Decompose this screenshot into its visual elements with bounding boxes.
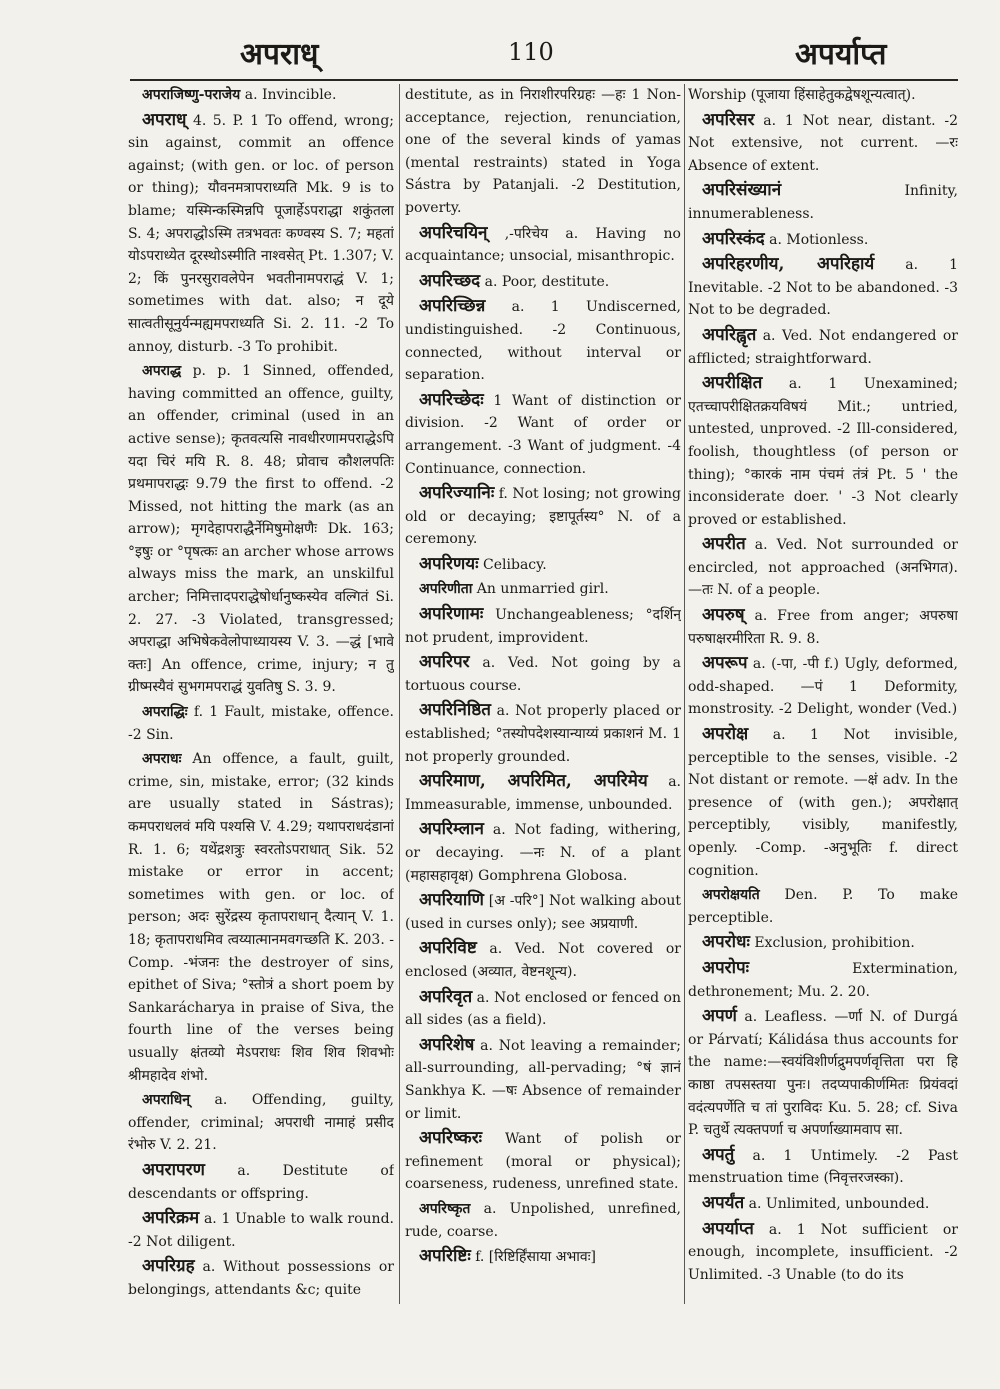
entry-definition: f. 1 Fault, mistake, offence. -2 Sin.	[128, 704, 394, 743]
entry-definition: a. Free from anger; अपरुषा परुषाक्षरमीरिता R. 9. 8.	[688, 608, 958, 647]
entry-definition: a. 1 Not near, distant. -2 Not extensive, not current. —रः Absence of extent.	[688, 112, 958, 174]
entry-headword: अपरीक्षित	[702, 373, 763, 394]
entry-definition: [अ -परि°] Not walking about (used in curses only); see अप्रयाणी.	[405, 893, 681, 932]
entry-definition: a. Ved. Not surrounded or encircled, not approached (अनभिगत). —तः N. of a people.	[688, 537, 958, 599]
entry-definition: a. Offending, guilty, offender, criminal; अपराधी नामाहं प्रसीद रंभोरु V. 2. 21.	[128, 1092, 394, 1154]
entry-headword: अपरिज्यानिः	[419, 483, 495, 504]
dictionary-entry	[405, 389, 681, 480]
entry-definition: a. 1 Not invisible, perceptible to the senses, visible. -2 Not distant or remote. —क्षं adv. In the presence of (with gen.); अपरोक्षात् perceptibly, visibly, manifestly, openly. -Comp. -अनुभूतिः f. direct cognition.	[688, 727, 958, 879]
dictionary-entry	[128, 748, 394, 1087]
dictionary-entry	[688, 604, 958, 650]
entry-definition: a. Destitute of descendants or offspring.	[128, 1162, 394, 1202]
dictionary-entry	[688, 228, 958, 252]
entry-definition: Want of polish or refinement (moral or physical); coarseness, rudeness, unrefined state.	[405, 1131, 681, 1193]
dictionary-entry	[688, 1218, 958, 1287]
entry-definition: a. Not enclosed or fenced on all sides (as a field).	[405, 989, 681, 1029]
dictionary-entry	[128, 360, 394, 699]
entry-definition: a. Not leaving a remainder; all-surrounding, all-pervading; °षं ज्ञानं Sankhya K. —षः Absence of remainder or limit.	[405, 1037, 681, 1122]
dictionary-entry	[405, 1034, 681, 1125]
entry-definition: a. Unlimited, unbounded.	[744, 1195, 930, 1212]
dictionary-entry	[688, 1005, 958, 1142]
entry-definition: An unmarried girl.	[472, 581, 609, 598]
entry-headword: अपरिचयिन्	[419, 222, 488, 243]
entry-headword: अपरिच्छेदः	[419, 389, 484, 410]
entry-headword: अपरिम्लान	[419, 819, 484, 840]
dictionary-entry	[405, 222, 681, 268]
entry-definition: An offence, a fault, guilt, crime, sin, mistake, error; (32 kinds are usually stated in Sástras); कमपराधलवं मयि पश्यसि V. 4.29; यथापराधदंडानां R. 1. 6; यथेंद्रशत्रुः स्वरतोऽपराधात् Sik. 52 mistake or error in accent; sometimes with gen. or loc. of person; अदः सुरेंद्रस्य कृतापराधान् दैत्यान् V. 1. 18; कृतापराधमिव त्वय्यात्मानमवगच्छति K. 203. -Comp. -भंजनः the destroyer of sins, epithet of Siva; °स्तोत्रं a short poem by Sankarácharya in praise of Siva, the fourth line of the verses being usually क्षंतव्यो मेऽपराधः शिव शिव शिवभोः श्रीमहादेव शंभो.	[128, 751, 394, 1084]
dictionary-entry	[688, 372, 958, 531]
dictionary-entry	[688, 652, 958, 721]
entry-definition: Infinity, innumerableness.	[688, 183, 958, 222]
entry-headword: अपराधिन्	[142, 1092, 191, 1109]
entry-definition: 1 Want of distinction or division. -2 Want of order or arrangement. -3 Want of judgment. -4 Continuance, connection.	[405, 392, 681, 477]
entry-definition: 4. 5. P. 1 To offend, wrong; sin against, commit an offence against; (with gen. or loc. of person or thing); यौवनमत्रापराध्यति Mk. 9 is to blame; यस्मिन्कस्मिन्नपि पूजार्हेऽपराद्धा शकुंतला S. 4; अपराद्धोऽस्मि तत्रभवतः कण्वस्य S. 7; महतां योऽपराध्येत दूरस्थोऽस्मीति नाश्वसेत् Pt. 1.307; V. 2; किं पुनरसुरावलेपेन भवतीनामपराद्धं V. 1; sometimes with dat. also; न दूये सात्वतीसूनुर्यन्मह्यमपराध्यति Si. 2. 11. -2 To annoy, disturb. -3 To prohibit.	[128, 112, 394, 355]
entry-definition: destitute, as in निराशीरपरिग्रहः —हः 1 Non-acceptance, rejection, renunciation, one of the several kinds of yamas (mental restraints) stated in Yoga Sástra by Patanjali. -2 Destitution, poverty.	[405, 87, 681, 216]
entry-headword: अपरिष्कृत	[419, 1200, 471, 1217]
column-1	[128, 84, 394, 1374]
dictionary-entry	[688, 723, 958, 882]
entry-definition: a. Poor, destitute.	[480, 273, 610, 290]
entry-headword: अपरिविष्ट	[419, 938, 477, 959]
page-number: 110	[508, 38, 554, 66]
dictionary-entry	[405, 270, 681, 294]
entry-headword: अपर्तु	[702, 1144, 735, 1165]
dictionary-entry	[405, 603, 681, 649]
dictionary-entry	[688, 957, 958, 1003]
entry-definition: a. Ved. Not going by a tortuous course.	[405, 655, 681, 694]
dictionary-entry	[128, 1255, 394, 1301]
entry-definition: a. Invincible.	[240, 87, 337, 103]
entry-headword: अपरिच्छद	[419, 270, 481, 291]
entry-headword: अपराध्	[142, 109, 187, 130]
dictionary-entry	[688, 884, 958, 929]
dictionary-entry	[405, 482, 681, 551]
entry-headword: अपरिष्टिः	[419, 1246, 471, 1267]
entry-definition: Celibacy.	[478, 556, 547, 573]
entry-headword: अपराद्ध	[142, 363, 182, 380]
entry-headword: अपरोक्ष	[702, 724, 749, 745]
entry-headword: अपरूप	[702, 653, 748, 674]
dictionary-entry	[688, 324, 958, 370]
entry-definition: a. Motionless.	[764, 231, 869, 248]
dictionary-entry	[688, 931, 958, 955]
entry-headword: अपराद्धिः	[142, 704, 188, 721]
entry-headword: अपरिष्करः	[419, 1128, 483, 1149]
entry-headword: अपरीत	[702, 534, 746, 555]
entry-definition: a. Not fading, withering, or decaying. —नः N. of a plant (महासहावृक्ष) Gomphrena Globosa.	[405, 822, 681, 884]
entry-headword: अपरिहरणीय, अपरिहार्य	[702, 254, 875, 275]
dictionary-entry	[128, 1159, 394, 1205]
entry-headword: अपराधः	[142, 751, 182, 768]
dictionary-entry	[405, 553, 681, 577]
entry-definition: Extermination, dethronement; Mu. 2. 20.	[688, 960, 958, 1000]
entry-headword: अपरिस्कंद	[702, 228, 765, 249]
entry-headword: अपरोधः	[702, 932, 750, 953]
dictionary-entry	[688, 1144, 958, 1190]
entry-headword: अपराजिष्णु-पराजेय	[142, 87, 241, 103]
entry-definition: Unchangeableness; °दर्शिन् not prudent, improvident.	[405, 607, 681, 646]
entry-headword: अपरिनिष्ठित	[419, 700, 491, 721]
dictionary-entry	[405, 1245, 681, 1269]
entry-definition: Exclusion, prohibition.	[749, 935, 915, 952]
entry-definition: a. 1 Undiscerned, undistinguished. -2 Continuous, connected, without interval or separation.	[405, 299, 681, 384]
dictionary-entry	[688, 253, 958, 322]
dictionary-entry	[688, 1192, 958, 1216]
entry-definition: a. Unpolished, unrefined, rude, coarse.	[405, 1200, 681, 1240]
dictionary-entry	[405, 84, 681, 220]
entry-headword: अपरिसंख्यानं	[702, 180, 782, 201]
dictionary-entry	[405, 986, 681, 1032]
entry-headword: अपरिणयः	[419, 553, 479, 574]
column-divider-2	[684, 84, 685, 1304]
dictionary-entry	[128, 109, 394, 359]
dictionary-entry	[405, 937, 681, 983]
dictionary-entry	[405, 699, 681, 768]
entry-definition: a. 1 Unable to walk round. -2 Not diligent.	[128, 1211, 394, 1250]
entry-headword: अपरुष्	[702, 605, 745, 626]
entry-definition: p. p. 1 Sinned, offended, having committed an offence, guilty, an offender, criminal (used in an active sense); कृतवत्यसि नावधीरणामपराद्धेऽपि यदा चिरं मयि R. 8. 48; प्रोवाच कौशलपतिः प्रथमापराद्धः 9.79 the first to offend. -2 Missed, not hitting the mark (as an arrow); मृगदेहापराद्धैर्नेमिषुमोक्षणैः Dk. 163; °इषुः or °पृषत्कः an archer whose arrows always miss the mark, an unskilful archer; निमित्तादपराद्धेषोर्धानुष्कस्येव वल्गितं Si. 2. 27. -3 Violated, transgressed; अपराद्धा अभिषेकवेलोपाध्यायस्य V. 3. —द्धं [भावे क्तः] An offence, crime, injury; न तु ग्रीष्मस्यैवं सुभगमपराद्धं युवतिषु S. 3. 9.	[128, 363, 394, 696]
dictionary-entry	[405, 1198, 681, 1243]
entry-headword: अपरोक्षयति	[702, 887, 760, 904]
entry-headword: अपरिमाण, अपरिमित, अपरिमेय	[419, 771, 648, 792]
entry-headword: अपर्याप्त	[702, 1218, 754, 1239]
entry-headword: अपरापरण	[142, 1159, 205, 1180]
entry-headword: अपरिशेष	[419, 1034, 475, 1055]
entry-definition: a. (-पा, -पी f.) Ugly, deformed, odd-shaped. —पं 1 Deformity, monstrosity. -2 Delight, wonder (Ved.)	[688, 656, 958, 718]
header-rule	[130, 79, 958, 81]
dictionary-entry	[128, 84, 394, 107]
entry-headword: अपर्ण	[702, 1006, 737, 1027]
entry-headword: अपरिच्छिन्न	[419, 296, 486, 317]
dictionary-entry	[688, 533, 958, 602]
entry-definition: a. Not properly placed or established; °तस्योपदेशस्यान्याय्यं प्रकाशनं M. 1 not properly grounded.	[405, 703, 681, 765]
entry-headword: अपरिवृत	[419, 986, 473, 1007]
page-header	[0, 28, 1000, 78]
entry-headword: अपरिसर	[702, 109, 755, 130]
dictionary-entry	[688, 179, 958, 225]
entry-headword: अपरिपर	[419, 652, 470, 673]
entry-headword: अपरियाणि	[419, 890, 484, 911]
entry-definition: a. Leafless. —र्णा N. of Durgá or Párvatí; Kálidása thus accounts for the name:—स्वयंविशीर्णद्रुमपर्णवृत्तिता परा हि काष्ठा तपसस्तया पुनः। तदप्यपाकीर्णमितः प्रियंवदां वदंत्यपर्णेति च तां पुराविदः Ku. 5. 28; cf. Siva P. चतुर्थे त्यक्तपर्णा च अपर्णाख्यामवाप सा.	[688, 1009, 958, 1139]
entry-headword: अपरिह्वृत	[702, 324, 757, 345]
dictionary-entry	[405, 651, 681, 697]
dictionary-entry	[128, 1089, 394, 1157]
dictionary-entry	[405, 578, 681, 601]
dictionary-entry	[128, 701, 394, 746]
entry-definition: a. Immeasurable, immense, unbounded.	[405, 774, 681, 813]
entry-headword: अपरिणामः	[419, 604, 484, 625]
right-running-headword: अपर्याप्त	[795, 37, 887, 72]
column-divider-1	[399, 84, 400, 1304]
dictionary-entry	[128, 1207, 394, 1253]
dictionary-entry	[688, 84, 958, 107]
dictionary-entry	[405, 1127, 681, 1196]
column-2	[405, 84, 681, 1374]
column-3	[688, 84, 958, 1374]
entry-definition: a. 1 Untimely. -2 Past menstruation time (निवृत्तरजस्का).	[688, 1147, 958, 1187]
entry-definition: ,-परिचेय a. Having no acquaintance; unsocial, misanthropic.	[405, 225, 681, 265]
entry-definition: a. 1 Inevitable. -2 Not to be abandoned. -3 Not to be degraded.	[688, 257, 958, 319]
entry-definition: a. 1 Unexamined; एतच्चापरीक्षितक्रयविषयं Mit.; untried, untested, unproved. -2 Ill-considered, foolish, thoughtless (of person or thing); °कारकं नाम पंचमं तंत्रं Pt. 5 ' the inconsiderate doer. ' -3 Not clearly proved or established.	[688, 376, 958, 528]
entry-headword: अपर्यंत	[702, 1192, 745, 1213]
entry-headword: अपरिणीता	[419, 581, 473, 598]
dictionary-entry	[405, 818, 681, 887]
entry-definition: Den. P. To make perceptible.	[688, 887, 958, 926]
entry-headword: अपरिग्रह	[142, 1256, 195, 1277]
entry-definition: a. Ved. Not covered or enclosed (अव्यात, वेष्टनशून्य).	[405, 941, 681, 980]
entry-definition: f. Not losing; not growing old or decaying; इष्टापूर्तस्य° N. of a ceremony.	[405, 486, 681, 548]
entry-headword: अपरिक्रम	[142, 1208, 200, 1229]
left-running-headword: अपराध्	[240, 37, 319, 72]
dictionary-entry	[405, 295, 681, 386]
entry-definition: Worship (पूजाया हिंसाहेतुकद्वेषशून्यत्वात्).	[688, 87, 916, 103]
dictionary-entry	[405, 889, 681, 935]
entry-definition: f. [रिष्टिर्हिंसाया अभावः]	[470, 1249, 596, 1266]
entry-definition: a. Ved. Not endangered or afflicted; straightforward.	[688, 327, 958, 367]
entry-definition: a. Without possessions or belongings, attendants &c; quite	[128, 1259, 394, 1298]
dictionary-entry	[688, 109, 958, 178]
dictionary-entry	[405, 770, 681, 816]
entry-headword: अपरोपः	[702, 957, 750, 978]
entry-definition: a. 1 Not sufficient or enough, incomplete, insufficient. -2 Unlimited. -3 Unable (to do its	[688, 1221, 958, 1283]
